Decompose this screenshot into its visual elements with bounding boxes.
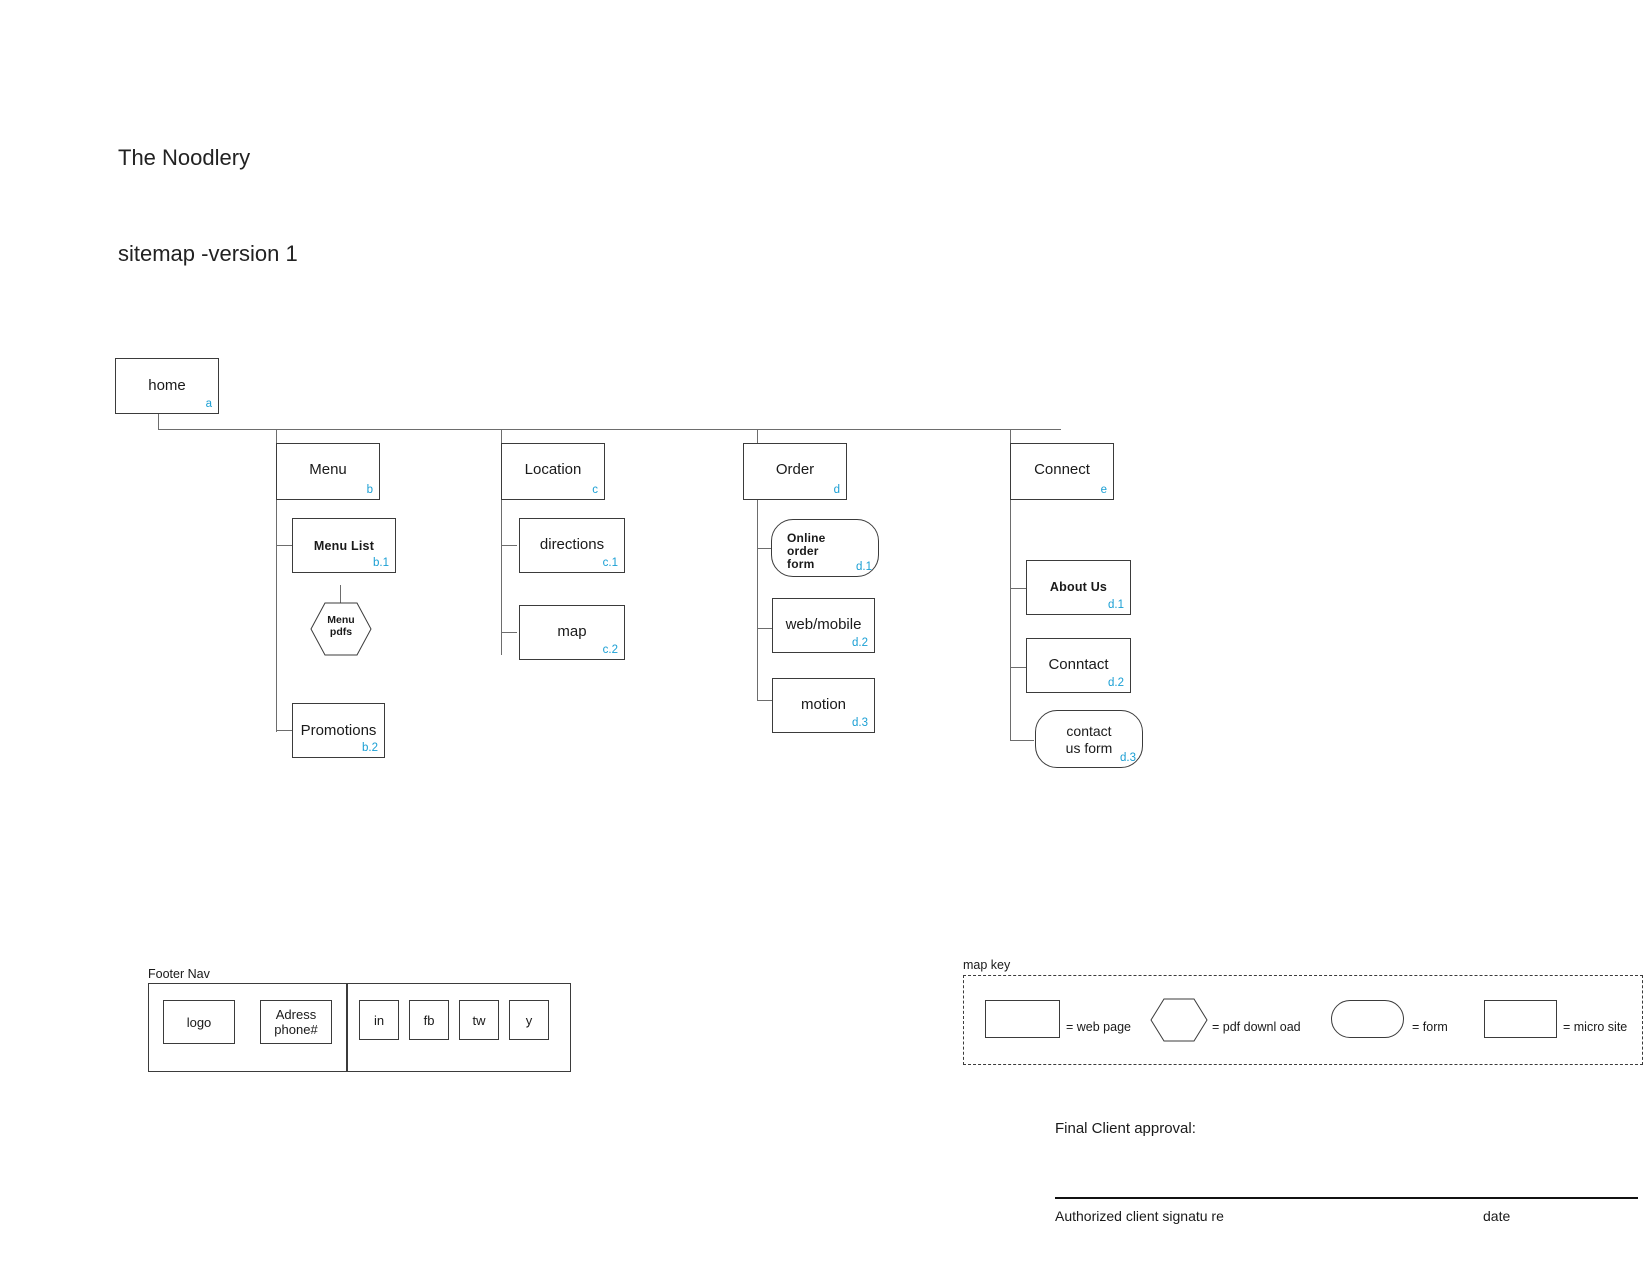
map-key-shape-microsite (1484, 1000, 1557, 1038)
map-key-text-pdf: = pdf downl oad (1212, 1020, 1301, 1034)
footer-social-fb-label: fb (423, 1012, 435, 1028)
node-home[interactable] (115, 358, 219, 414)
title-line-1: The Noodlery (118, 145, 251, 170)
node-menu-label: Menu (309, 461, 347, 478)
connector-location-to-directions (501, 545, 517, 546)
node-online-order-form-code: d.1 (856, 561, 872, 573)
footer-cell-address-label: Adress phone# (274, 1007, 318, 1037)
node-about-us-label: About Us (1049, 580, 1108, 594)
footer-cell-address[interactable] (260, 1000, 332, 1044)
node-contact-us-form-code: d.3 (1120, 752, 1136, 764)
node-menu-list-label: Menu List (313, 539, 375, 553)
node-conntact[interactable] (1026, 638, 1131, 693)
footer-social-tw[interactable] (459, 1000, 499, 1040)
connector-order-spine (757, 500, 758, 700)
node-connect-code: e (1100, 484, 1107, 496)
connector-menulist-to-pdfs (340, 585, 341, 603)
map-key-label: map key (963, 958, 1011, 972)
node-order-code: d (833, 484, 840, 496)
footer-cell-logo-label: logo (186, 1014, 212, 1030)
node-menu-code: b (366, 484, 373, 496)
node-contact-us-form[interactable] (1035, 710, 1143, 768)
connector-drop-connect (1010, 429, 1011, 443)
connector-drop-order (757, 429, 758, 443)
map-key-text-webpage: = web page (1066, 1020, 1131, 1034)
connector-home-down (158, 414, 159, 429)
footer-social-y[interactable] (509, 1000, 549, 1040)
map-key-shape-form (1331, 1000, 1404, 1038)
hexagon-icon (1150, 998, 1208, 1042)
connector-menu-to-promotions (276, 730, 292, 731)
node-home-label: home (148, 377, 186, 394)
page-title (118, 78, 298, 334)
node-order[interactable] (743, 443, 847, 500)
footer-social-tw-label: tw (472, 1012, 486, 1028)
node-motion[interactable] (772, 678, 875, 733)
connector-connect-to-aboutus (1010, 588, 1026, 589)
footer-cell-logo[interactable] (163, 1000, 235, 1044)
signature-line (1055, 1197, 1638, 1199)
node-order-label: Order (775, 461, 815, 478)
node-motion-label: motion (800, 696, 847, 713)
node-menu-list-code: b.1 (373, 557, 389, 569)
node-connect-label: Connect (1034, 461, 1090, 478)
connector-location-to-map (501, 632, 517, 633)
node-menu[interactable] (276, 443, 380, 500)
node-location-code: c (592, 484, 598, 496)
connector-drop-location (501, 429, 502, 443)
connector-menu-spine (276, 500, 277, 732)
date-label: date (1483, 1208, 1511, 1224)
footer-social-y-label: y (525, 1012, 533, 1028)
node-motion-code: d.3 (852, 717, 868, 729)
node-map-label: map (557, 623, 587, 640)
footer-social-in[interactable] (359, 1000, 399, 1040)
final-approval-heading: Final Client approval: (1055, 1120, 1196, 1137)
node-web-mobile[interactable] (772, 598, 875, 653)
node-contact-us-form-label: contact us form (1065, 723, 1113, 756)
node-map[interactable] (519, 605, 625, 660)
node-about-us[interactable] (1026, 560, 1131, 615)
node-web-mobile-label: web/mobile (785, 616, 862, 633)
node-promotions-label: Promotions (300, 722, 377, 739)
map-key-text-form: = form (1412, 1020, 1448, 1034)
connector-main-bus (158, 429, 1061, 430)
node-promotions[interactable] (292, 703, 385, 758)
node-conntact-code: d.2 (1108, 677, 1124, 689)
connector-connect-to-conntact (1010, 667, 1026, 668)
connector-connect-to-contactform (1010, 740, 1034, 741)
node-menu-pdfs[interactable] (310, 602, 372, 656)
node-promotions-code: b.2 (362, 742, 378, 754)
node-directions-label: directions (539, 536, 605, 553)
signature-label: Authorized client signatu re (1055, 1208, 1224, 1224)
node-location-label: Location (524, 461, 582, 478)
map-key-shape-pdf (1150, 998, 1208, 1042)
connector-connect-spine (1010, 500, 1011, 740)
node-map-code: c.2 (602, 644, 618, 656)
connector-menu-to-menulist (276, 545, 292, 546)
map-key-text-microsite: = micro site (1563, 1020, 1628, 1034)
node-menu-pdfs-label: Menu pdfs (327, 614, 355, 638)
node-directions[interactable] (519, 518, 625, 573)
node-location[interactable] (501, 443, 605, 500)
node-about-us-code: d.1 (1108, 599, 1124, 611)
footer-social-fb[interactable] (409, 1000, 449, 1040)
title-line-2: sitemap -version 1 (118, 241, 298, 266)
node-online-order-form-label: Online order form (787, 531, 826, 571)
node-online-order-form[interactable] (771, 519, 879, 577)
footer-social-in-label: in (373, 1012, 385, 1028)
node-directions-code: c.1 (602, 557, 618, 569)
connector-drop-menu (276, 429, 277, 443)
node-conntact-label: Conntact (1048, 656, 1109, 673)
node-menu-list[interactable] (292, 518, 396, 573)
node-home-code: a (205, 398, 212, 410)
node-web-mobile-code: d.2 (852, 637, 868, 649)
map-key-shape-webpage (985, 1000, 1060, 1038)
node-connect[interactable] (1010, 443, 1114, 500)
connector-order-to-motion (757, 700, 773, 701)
connector-order-to-webmobile (757, 628, 773, 629)
footer-nav-label: Footer Nav (148, 967, 210, 981)
